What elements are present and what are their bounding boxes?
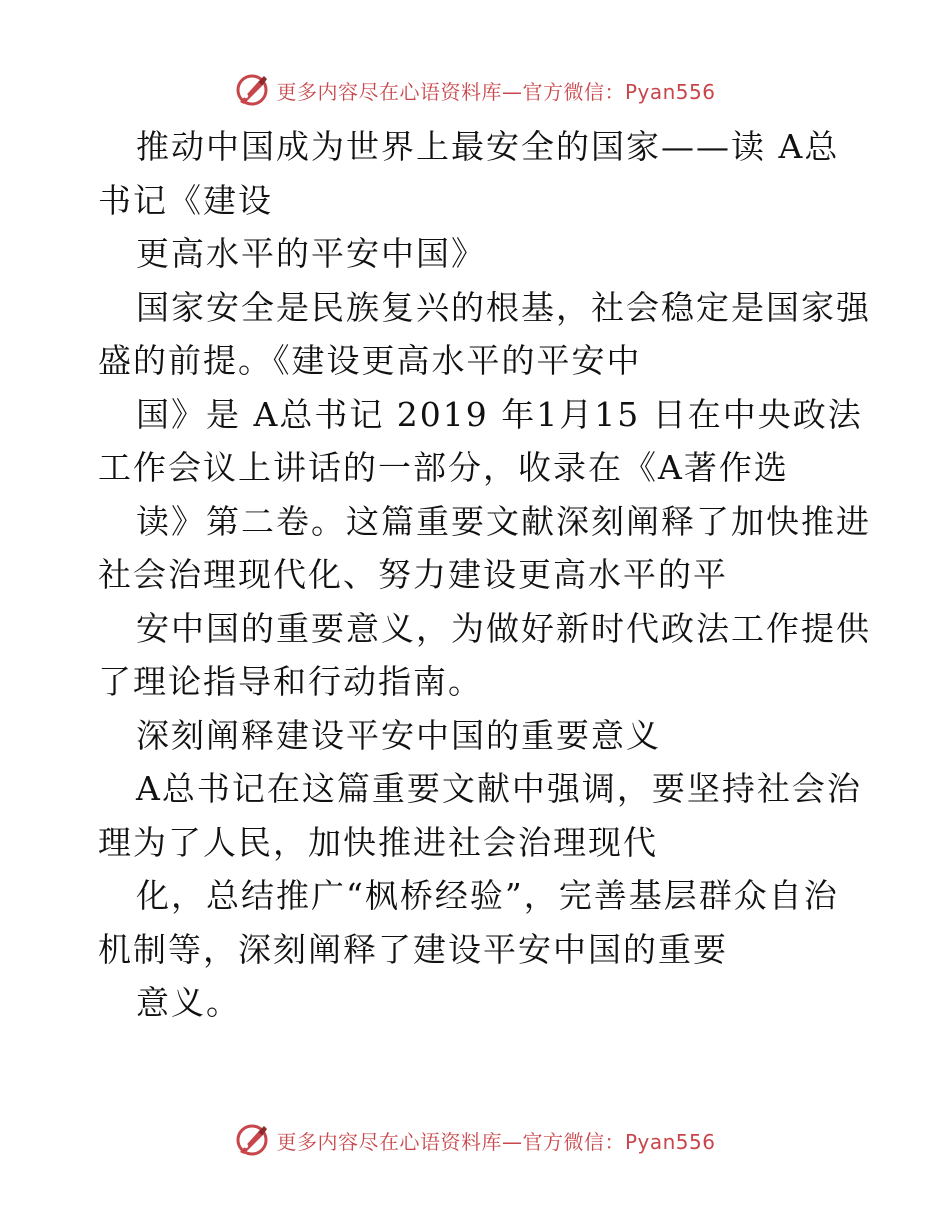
section-heading: 深刻阐释建设平安中国的重要意义 [136, 715, 661, 755]
pen-logo-icon [234, 72, 270, 108]
text-line: 社会治理现代化、努力建设更高水平的平 [98, 555, 728, 594]
text-line: 盛的前提。《建设更高水平的平安中 [98, 341, 642, 380]
text-line: 读》第二卷。这篇重要文献深刻阐释了加快推进 [136, 501, 871, 541]
text-line: 书记《建设 [98, 180, 273, 220]
text-line: 化，总结推广“枫桥经验”，完善基层群众自治 [136, 876, 839, 915]
text-line: A总书记在这篇重要文献中强调，要坚持社会治 [136, 769, 862, 808]
document-body [98, 120, 871, 1030]
text-line: 机制等，深刻阐释了建设平安中国的重要 [98, 929, 728, 969]
text-line: 工作会议上讲话的一部分，收录在《A著作选 [98, 448, 789, 487]
watermark-text: 更多内容尽在心语资料库—官方微信：Pyan556 [276, 79, 716, 104]
watermark-text: 更多内容尽在心语资料库—官方微信：Pyan556 [276, 1129, 716, 1154]
text-line: 安中国的重要意义，为做好新时代政法工作提供 [136, 608, 871, 648]
text-line: 更高水平的平安中国》 [136, 234, 486, 273]
text-line: 意义。 [136, 983, 241, 1022]
header-watermark [0, 70, 950, 110]
text-line: 国家安全是民族复兴的根基，社会稳定是国家强 [136, 287, 871, 327]
footer-watermark [0, 1120, 950, 1160]
pen-logo-icon [234, 1122, 270, 1158]
text-line: 推动中国成为世界上最安全的国家——读 A总 [136, 127, 840, 166]
text-line: 国》是 A总书记 2019 年1月15 日在中央政法 [136, 394, 863, 434]
text-line: 理为了人民，加快推进社会治理现代 [98, 822, 658, 862]
text-line: 了理论指导和行动指南。 [98, 662, 483, 701]
